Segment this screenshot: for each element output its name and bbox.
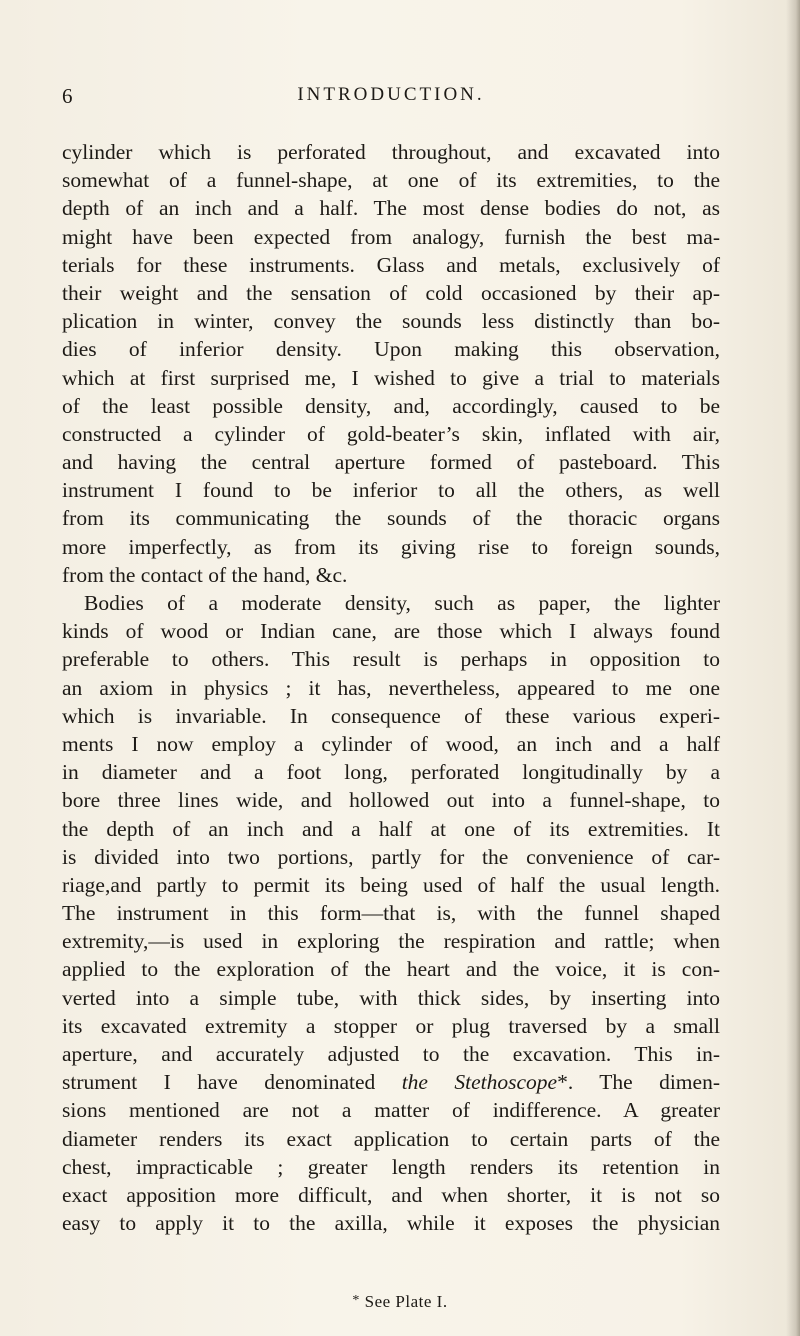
text-line: which is invariable. In consequence of these various experi- xyxy=(62,703,720,728)
text-line: applied to the exploration of the heart and the voice, it is con- xyxy=(62,957,720,982)
text-line: the depth of an inch and a half at one of its extremities. It xyxy=(62,816,720,841)
text-line: plication in winter, convey the sounds less distinctly than bo- xyxy=(62,309,720,334)
page-number: 6 xyxy=(62,84,74,108)
text-line: depth of an inch and a half. The most dense bodies do not, as xyxy=(62,196,720,221)
text-line: is divided into two portions, partly for the convenience of car- xyxy=(62,844,720,869)
text-segment: The dimen- xyxy=(599,1070,720,1095)
paragraph-start-line: Bodies of a moderate density, such as paper, the lighter xyxy=(84,591,720,615)
text-line: preferable to others. This result is perhaps in opposition to xyxy=(62,647,720,672)
text-line: might have been expected from analogy, furnish the best ma- xyxy=(62,224,720,249)
text-line: extremity,—is used in exploring the respiration and rattle; when xyxy=(62,929,720,954)
text-line: their weight and the sensation of cold occasioned by their ap- xyxy=(62,280,720,305)
text-line: terials for these instruments. Glass and metals, exclusively of xyxy=(62,252,720,277)
text-line: of the least possible density, and, accordingly, caused to be xyxy=(62,393,720,418)
text-line: from its communicating the sounds of the thoracic organs xyxy=(62,506,720,531)
text-line: diameter renders its exact application to certain parts of the xyxy=(62,1126,720,1151)
text-line: in diameter and a foot long, perforated longitudinally by a xyxy=(62,760,720,785)
text-segment: strument I have denominated xyxy=(62,1070,376,1095)
text-line: sions mentioned are not a matter of indifference. A greater xyxy=(62,1098,720,1123)
text-line: cylinder which is perforated throughout, and excavated into xyxy=(62,140,720,164)
text-line: The instrument in this form—that is, with the funnel shaped xyxy=(62,901,720,926)
text-line: from the contact of the hand, &c. xyxy=(62,562,348,587)
page-header xyxy=(62,84,720,114)
text-line: and having the central aperture formed of pasteboard. This xyxy=(62,450,720,475)
text-line: an axiom in physics ; it has, nevertheless, appeared to me one xyxy=(62,675,720,700)
text-line: somewhat of a funnel-shape, at one of its extremities, to the xyxy=(62,168,720,193)
text-line: riage,and partly to permit its being used of half the usual length. xyxy=(62,872,720,897)
text-line: constructed a cylinder of gold-beater’s skin, inflated with air, xyxy=(62,421,720,446)
text-line: dies of inferior density. Upon making this observation, xyxy=(62,337,720,362)
text-line: easy to apply it to the axilla, while it exposes the physician xyxy=(62,1211,720,1236)
footnote xyxy=(0,1292,800,1312)
text-line: its excavated extremity a stopper or plug traversed by a small xyxy=(62,1013,720,1038)
running-head: INTRODUCTION. xyxy=(297,84,485,105)
text-line: kinds of wood or Indian cane, are those which I always found xyxy=(62,619,720,644)
footnote-marker: * xyxy=(352,1293,360,1308)
stethoscope-term: the Stethoscope xyxy=(401,1070,558,1095)
text-line: ments I now employ a cylinder of wood, an inch and a half xyxy=(62,731,720,756)
text-line: chest, impracticable ; greater length renders its retention in xyxy=(62,1154,720,1179)
text-line: more imperfectly, as from its giving rise to foreign sounds, xyxy=(62,534,720,559)
text-line: which at first surprised me, I wished to give a trial to materials xyxy=(62,365,720,390)
footnote-text: See Plate I. xyxy=(364,1292,448,1311)
text-line: instrument I found to be inferior to all the others, as well xyxy=(62,478,720,503)
text-line: aperture, and accurately adjusted to the excavation. This in- xyxy=(62,1042,720,1066)
text-line: verted into a simple tube, with thick sides, by inserting into xyxy=(62,985,720,1010)
stethoscope-line xyxy=(62,1068,720,1096)
page-edge-shadow xyxy=(786,0,800,1336)
text-line: exact apposition more difficult, and when shorter, it is not so xyxy=(62,1182,720,1207)
text-line: bore three lines wide, and hollowed out into a funnel-shape, to xyxy=(62,788,720,813)
body-text xyxy=(62,138,720,1237)
footnote-reference: *. xyxy=(557,1070,574,1095)
